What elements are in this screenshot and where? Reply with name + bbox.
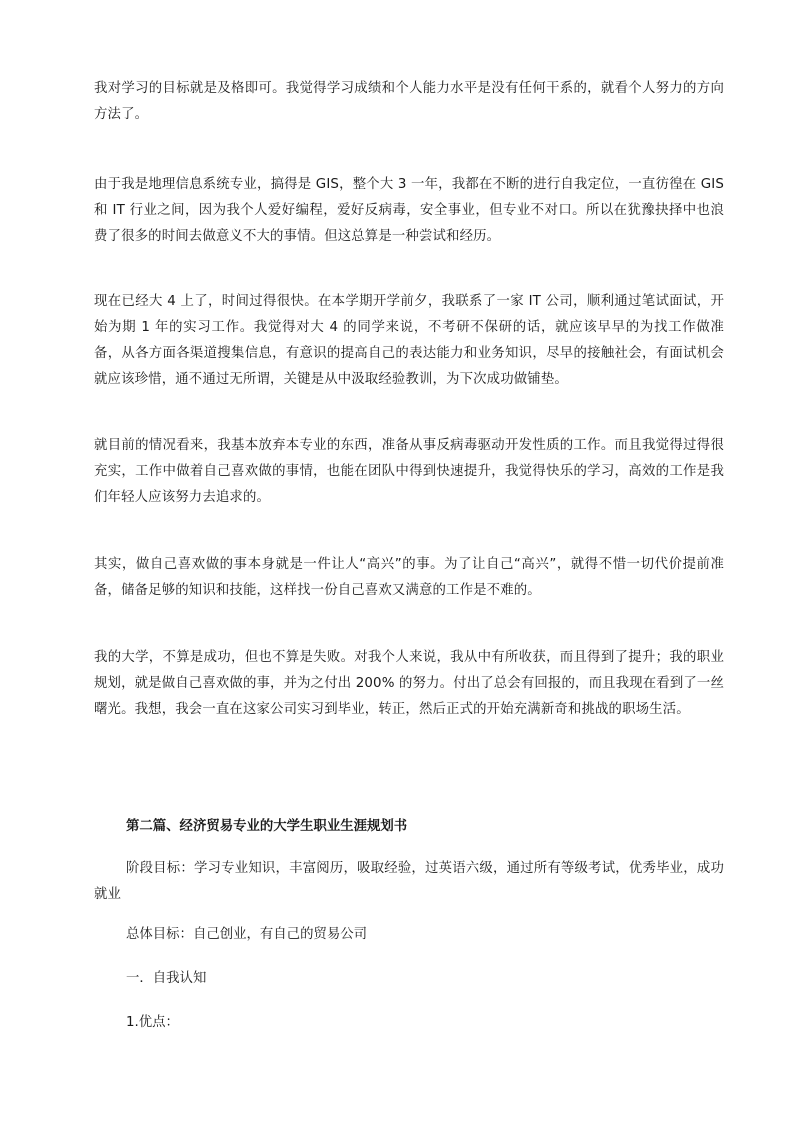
paragraph-3: 现在已经大 4 上了，时间过得很快。在本学期开学前夕，我联系了一家 IT 公司，顺利通过笔试面试，开始为期 1 年的实习工作。我觉得对大 4 的同学来说，不考研不保研的话，就应该早早的为找工作做准备，从各方面各渠道搜集信息，有意识的提高自己的表达能力和业务知识，尽早的接触社会，有面试机会就应该珍惜，通不通过无所谓，关键是从中汲取经验教训，为下次成功做铺垫。 (94, 294, 724, 387)
paragraph-5: 其实，做自己喜欢做的事本身就是一件让人“高兴”的事。为了让自己“高兴”，就得不惜一切代价提前准备，储备足够的知识和技能，这样找一份自己喜欢又满意的工作是不难的。 (94, 557, 724, 598)
paragraph-2: 由于我是地理信息系统专业，搞得是 GIS，整个大 3 一年，我都在不断的进行自我定位，一直彷徨在 GIS 和 IT 行业之间，因为我个人爱好编程，爱好反病毒，安全事业，但专业不对口。所以在犹豫抉择中也浪费了很多的时间去做意义不大的事情。但这总算是一种尝试和经历。 (94, 177, 724, 244)
paragraph-1: 我对学习的目标就是及格即可。我觉得学习成绩和个人能力水平是没有任何干系的，就看个人努力的方向方法了。 (94, 81, 724, 122)
paragraph-6: 我的大学，不算是成功，但也不算是失败。对我个人来说，我从中有所收获，而且得到了提升；我的职业规划，就是做自己喜欢做的事，并为之付出 200% 的努力。付出了总会有回报的，而且我现在看到了一丝曙光。我想，我会一直在这家公司实习到毕业，转正，然后正式的开始充满新奇和挑战的职场生活。 (94, 650, 724, 717)
strengths-label: 1.优点： (126, 1015, 179, 1030)
section-title: 第二篇、经济贸易专业的大学生职业生涯规划书 (126, 819, 408, 834)
section-one-heading: 一．自我认知 (126, 971, 207, 986)
stage-goal: 阶段目标：学习专业知识，丰富阅历，吸取经验，过英语六级，通过所有等级考试，优秀毕业，成功就业 (94, 861, 724, 902)
overall-goal: 总体目标：自己创业，有自己的贸易公司 (126, 927, 368, 942)
paragraph-4: 就目前的情况看来，我基本放弃本专业的东西，准备从事反病毒驱动开发性质的工作。而且我觉得过得很充实，工作中做着自己喜欢做的事情，也能在团队中得到快速提升，我觉得快乐的学习，高效的工作是我们年轻人应该努力去追求的。 (94, 438, 724, 505)
